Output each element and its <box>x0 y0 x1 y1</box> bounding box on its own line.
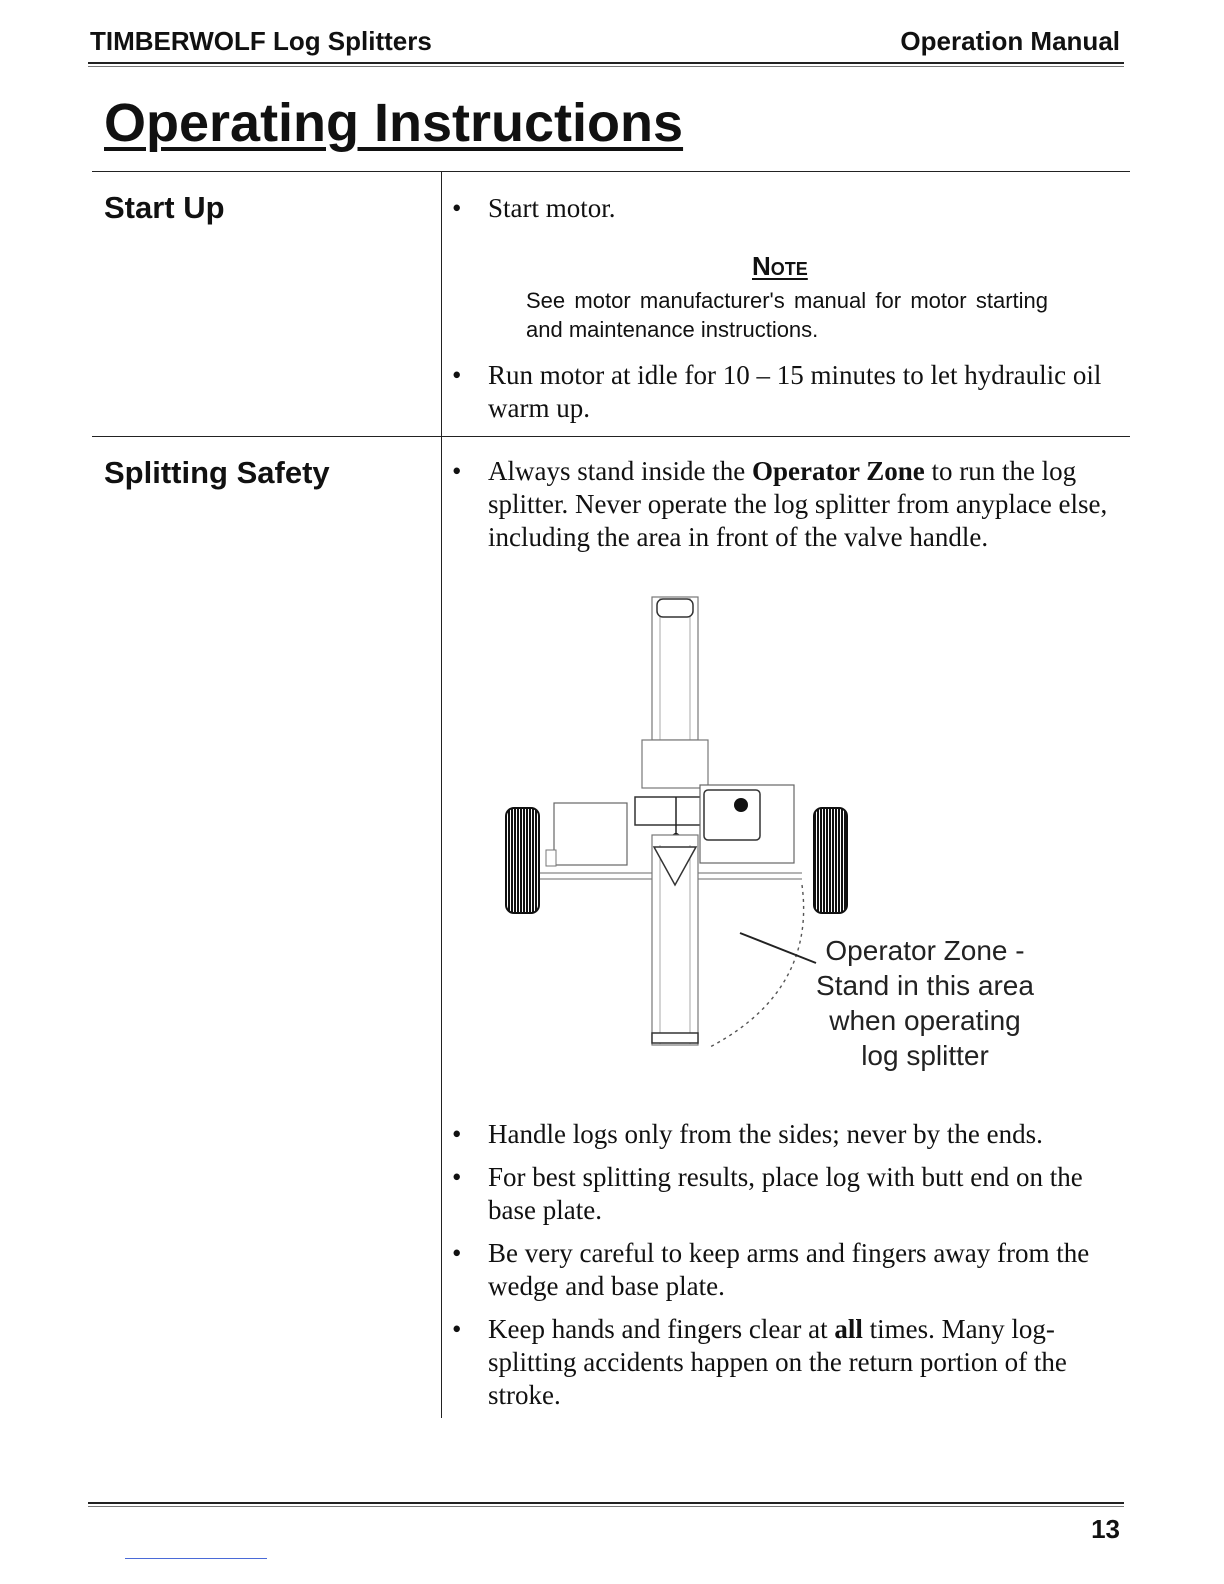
bullet-text: Handle logs only from the sides; never by the ends. <box>488 1119 1043 1149</box>
section-divider-rule <box>92 436 1130 437</box>
operator-zone-boundary <box>710 885 804 1047</box>
hydraulic-tank <box>554 803 627 865</box>
table-top-rule <box>92 171 1130 172</box>
footer-link-underline <box>125 1558 267 1559</box>
intro-text-post: to run the log splitter. Never operate the log splitter from anyplace else, including the area in front of the valve handle. <box>488 456 1108 552</box>
zone-label-line: Operator Zone - <box>825 935 1025 966</box>
header-rule <box>88 62 1124 64</box>
engine-cap <box>734 798 748 812</box>
all-emphasis: all <box>834 1314 863 1344</box>
intro-text-pre: Always stand inside the <box>488 456 752 486</box>
hitch-plate <box>652 1033 698 1043</box>
bullet-text: Start motor. <box>488 193 616 223</box>
page-number: 13 <box>1091 1514 1120 1544</box>
log-splitter-diagram <box>490 585 1070 1085</box>
bullet-dot: • <box>452 1119 462 1149</box>
page-title: Operating Instructions <box>104 93 684 153</box>
operator-zone-emphasis: Operator Zone <box>751 456 925 486</box>
zone-label-line: when operating <box>829 1005 1021 1036</box>
last-bullet-post: times. Many log-splitting accidents happen on the return portion of the stroke. <box>488 1314 1067 1410</box>
cylinder-block <box>642 740 708 788</box>
splitter-beam <box>652 597 698 740</box>
bullet-dot: • <box>452 193 462 223</box>
header-title: TIMBERWOLF Log Splitters <box>90 26 432 56</box>
bullet-text <box>488 455 1120 554</box>
zone-label-line: Stand in this area <box>816 970 1034 1001</box>
last-bullet-pre: Keep hands and fingers clear at <box>488 1314 835 1344</box>
bullet-text: For best splitting results, place log with butt end on the base plate. <box>488 1162 1083 1225</box>
header-rule-thin <box>88 66 1124 67</box>
bullet-dot: • <box>452 1162 462 1192</box>
bullet-dot: • <box>452 1238 462 1268</box>
note-text: See motor manufacturer's manual for motor starting and maintenance instructions. <box>526 288 1048 342</box>
engine-body <box>704 790 760 840</box>
header-document-type: Operation Manual <box>900 26 1120 56</box>
footer-rule <box>88 1502 1124 1504</box>
bullet-dot: • <box>452 1314 462 1344</box>
bullet-text: Run motor at idle for 10 – 15 minutes to let hydraulic oil warm up. <box>488 360 1102 423</box>
bullet-dot: • <box>452 456 462 486</box>
right-wheel <box>814 808 847 913</box>
left-wheel <box>506 808 539 913</box>
bullet-text: Be very careful to keep arms and fingers away from the wedge and base plate. <box>488 1238 1090 1301</box>
section-heading-start-up: Start Up <box>104 190 225 225</box>
footer-rule-thin <box>88 1506 1124 1507</box>
zone-label-line: log splitter <box>861 1040 989 1071</box>
operator-zone-label <box>794 933 1056 1073</box>
bullet-dot: • <box>452 360 462 390</box>
section-heading-splitting-safety: Splitting Safety <box>104 455 330 490</box>
control-valve <box>635 797 703 825</box>
beam-end-cap <box>657 599 693 617</box>
column-divider <box>441 172 442 1418</box>
note-title: Note <box>752 251 808 281</box>
bullet-text <box>488 1313 1120 1412</box>
